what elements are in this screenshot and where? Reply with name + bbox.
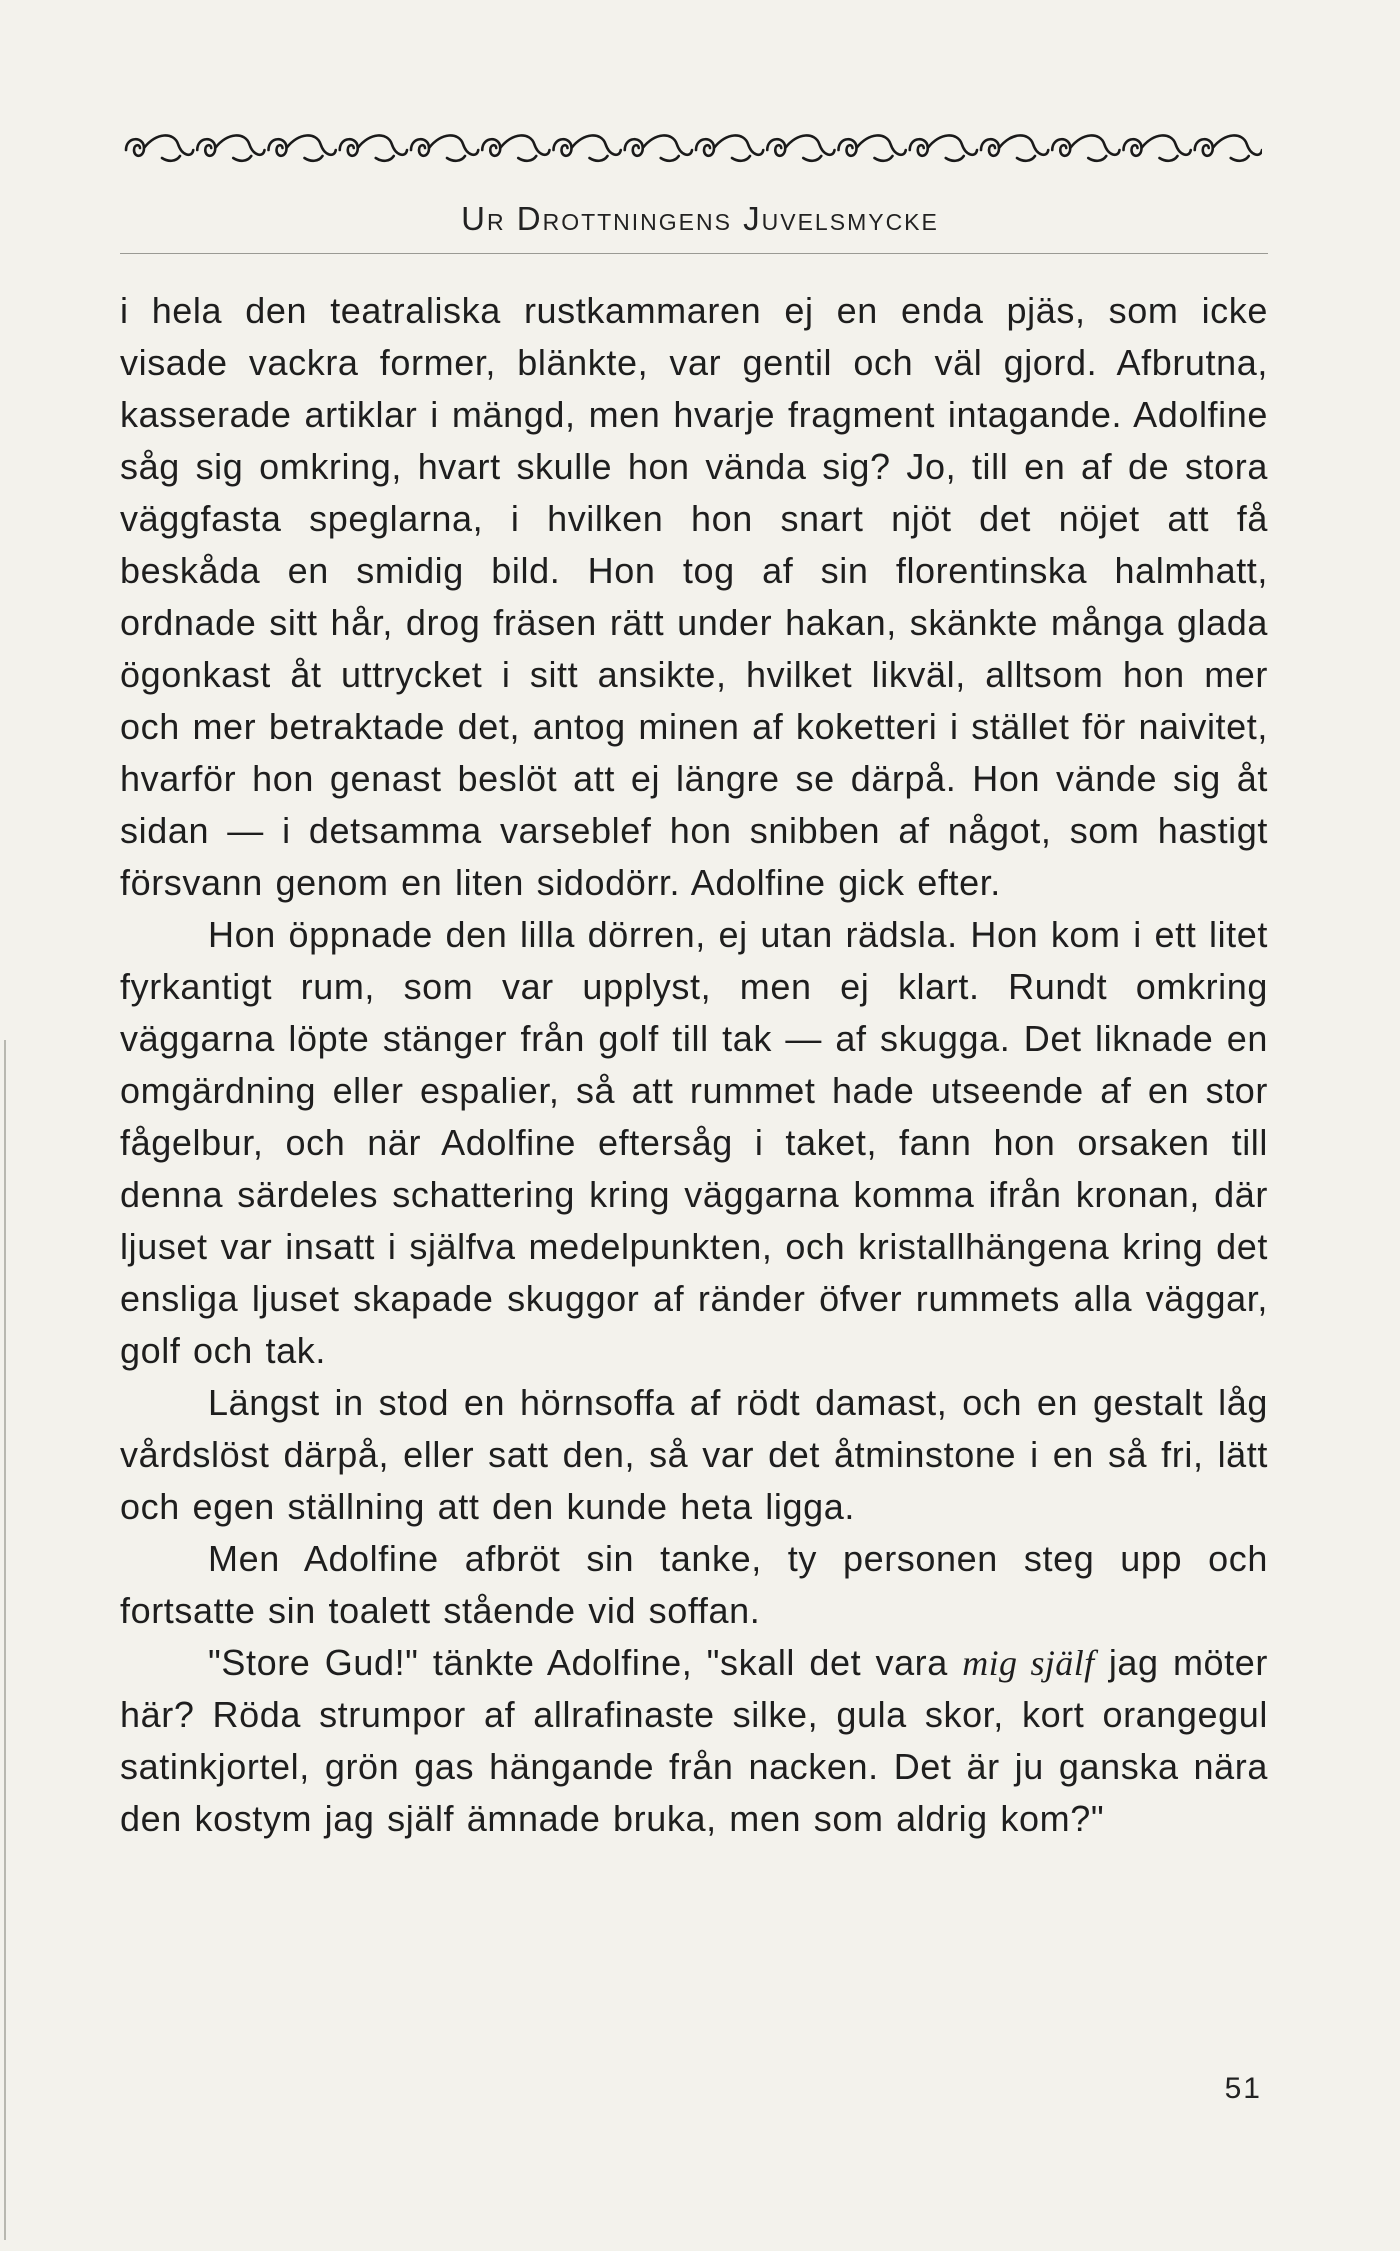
paragraph <box>120 1637 1268 1845</box>
page-number: 51 <box>1224 2072 1262 2105</box>
scroll-motif <box>1124 135 1191 160</box>
scroll-motif <box>625 135 692 160</box>
scroll-motif <box>839 135 906 160</box>
running-head: Ur Drottningens Juvelsmycke <box>461 200 939 237</box>
paragraph <box>120 1533 1268 1637</box>
scroll-motif <box>197 135 264 160</box>
scroll-motif <box>767 135 834 160</box>
decorative-header-ornament <box>122 128 1262 168</box>
paragraph <box>120 285 1268 909</box>
paragraph <box>120 1377 1268 1533</box>
scroll-motif <box>126 135 193 160</box>
scroll-motif <box>554 135 621 160</box>
scroll-motif <box>411 135 478 160</box>
paragraph <box>120 909 1268 1377</box>
scroll-motif <box>1195 135 1262 160</box>
scroll-motif <box>910 135 977 160</box>
scroll-motif <box>269 135 336 160</box>
body-text <box>120 285 1268 1845</box>
scroll-motif <box>1052 135 1119 160</box>
scroll-motif <box>981 135 1048 160</box>
scroll-motif <box>696 135 763 160</box>
text-run: Men Adolfine afbröt sin tanke, ty personen steg upp och fortsatte sin toalett stående vid soffan. <box>120 1538 1268 1631</box>
binding-edge <box>4 1040 6 2240</box>
text-run: "Store Gud!" tänkte Adolfine, "skall det vara <box>208 1642 963 1683</box>
header-rule <box>120 253 1268 254</box>
text-run: Längst in stod en hörnsoffa af rödt damast, och en gestalt låg vårdslöst därpå, eller satt den, så var det åtminstone i en så fri, lätt och egen ställning att den kunde heta ligga. <box>120 1382 1268 1527</box>
text-run: i hela den teatraliska rustkammaren ej en enda pjäs, som icke visade vackra former, blänkte, var gentil och väl gjord. Afbrutna, kasserade artiklar i mängd, men hvarje fragment intagande. Adolfine såg sig omkring, hvart skulle hon vända sig? Jo, till en af de stora väggfasta speglarna, i hvilken hon snart njöt det nöjet att få beskåda en smidig bild. Hon tog af sin florentinska halmhatt, ordnade sitt hår, drog fräsen rätt under hakan, skänkte många glada ögonkast åt uttrycket i sitt ansikte, hvilket likväl, alltsom hon mer och mer betraktade det, antog minen af koketteri i stället för naivitet, hvarför hon genast beslöt att ej längre se därpå. Hon vände sig åt sidan — i detsamma varseblef hon snibben af något, som hastigt försvann genom en liten sidodörr. Adolfine gick efter. <box>120 290 1268 903</box>
text-run: jag möter här? Röda strumpor af allrafinaste silke, gula skor, kort orangegul satinkjortel, grön gas hängande från nacken. Det är ju ganska nära den kostym jag själf ämnade bruka, men som aldrig kom?" <box>120 1642 1268 1839</box>
italic-text: mig själf <box>962 1643 1095 1683</box>
text-run: Hon öppnade den lilla dörren, ej utan rädsla. Hon kom i ett litet fyrkantigt rum, som var upplyst, men ej klart. Rundt omkring väggarna löpte stänger från golf till tak — af skugga. Det liknade en omgärdning eller espalier, så att rummet hade utseende af en stor fågelbur, och när Adolfine eftersåg i taket, fann hon orsaken till denna särdeles schattering kring väggarna komma ifrån kronan, där ljuset var insatt i själfva medelpunkten, och kristallhängena kring det ensliga ljuset skapade skuggor af ränder öfver rummets alla väggar, golf och tak. <box>120 914 1268 1371</box>
scroll-motif <box>482 135 549 160</box>
scroll-motif <box>340 135 407 160</box>
